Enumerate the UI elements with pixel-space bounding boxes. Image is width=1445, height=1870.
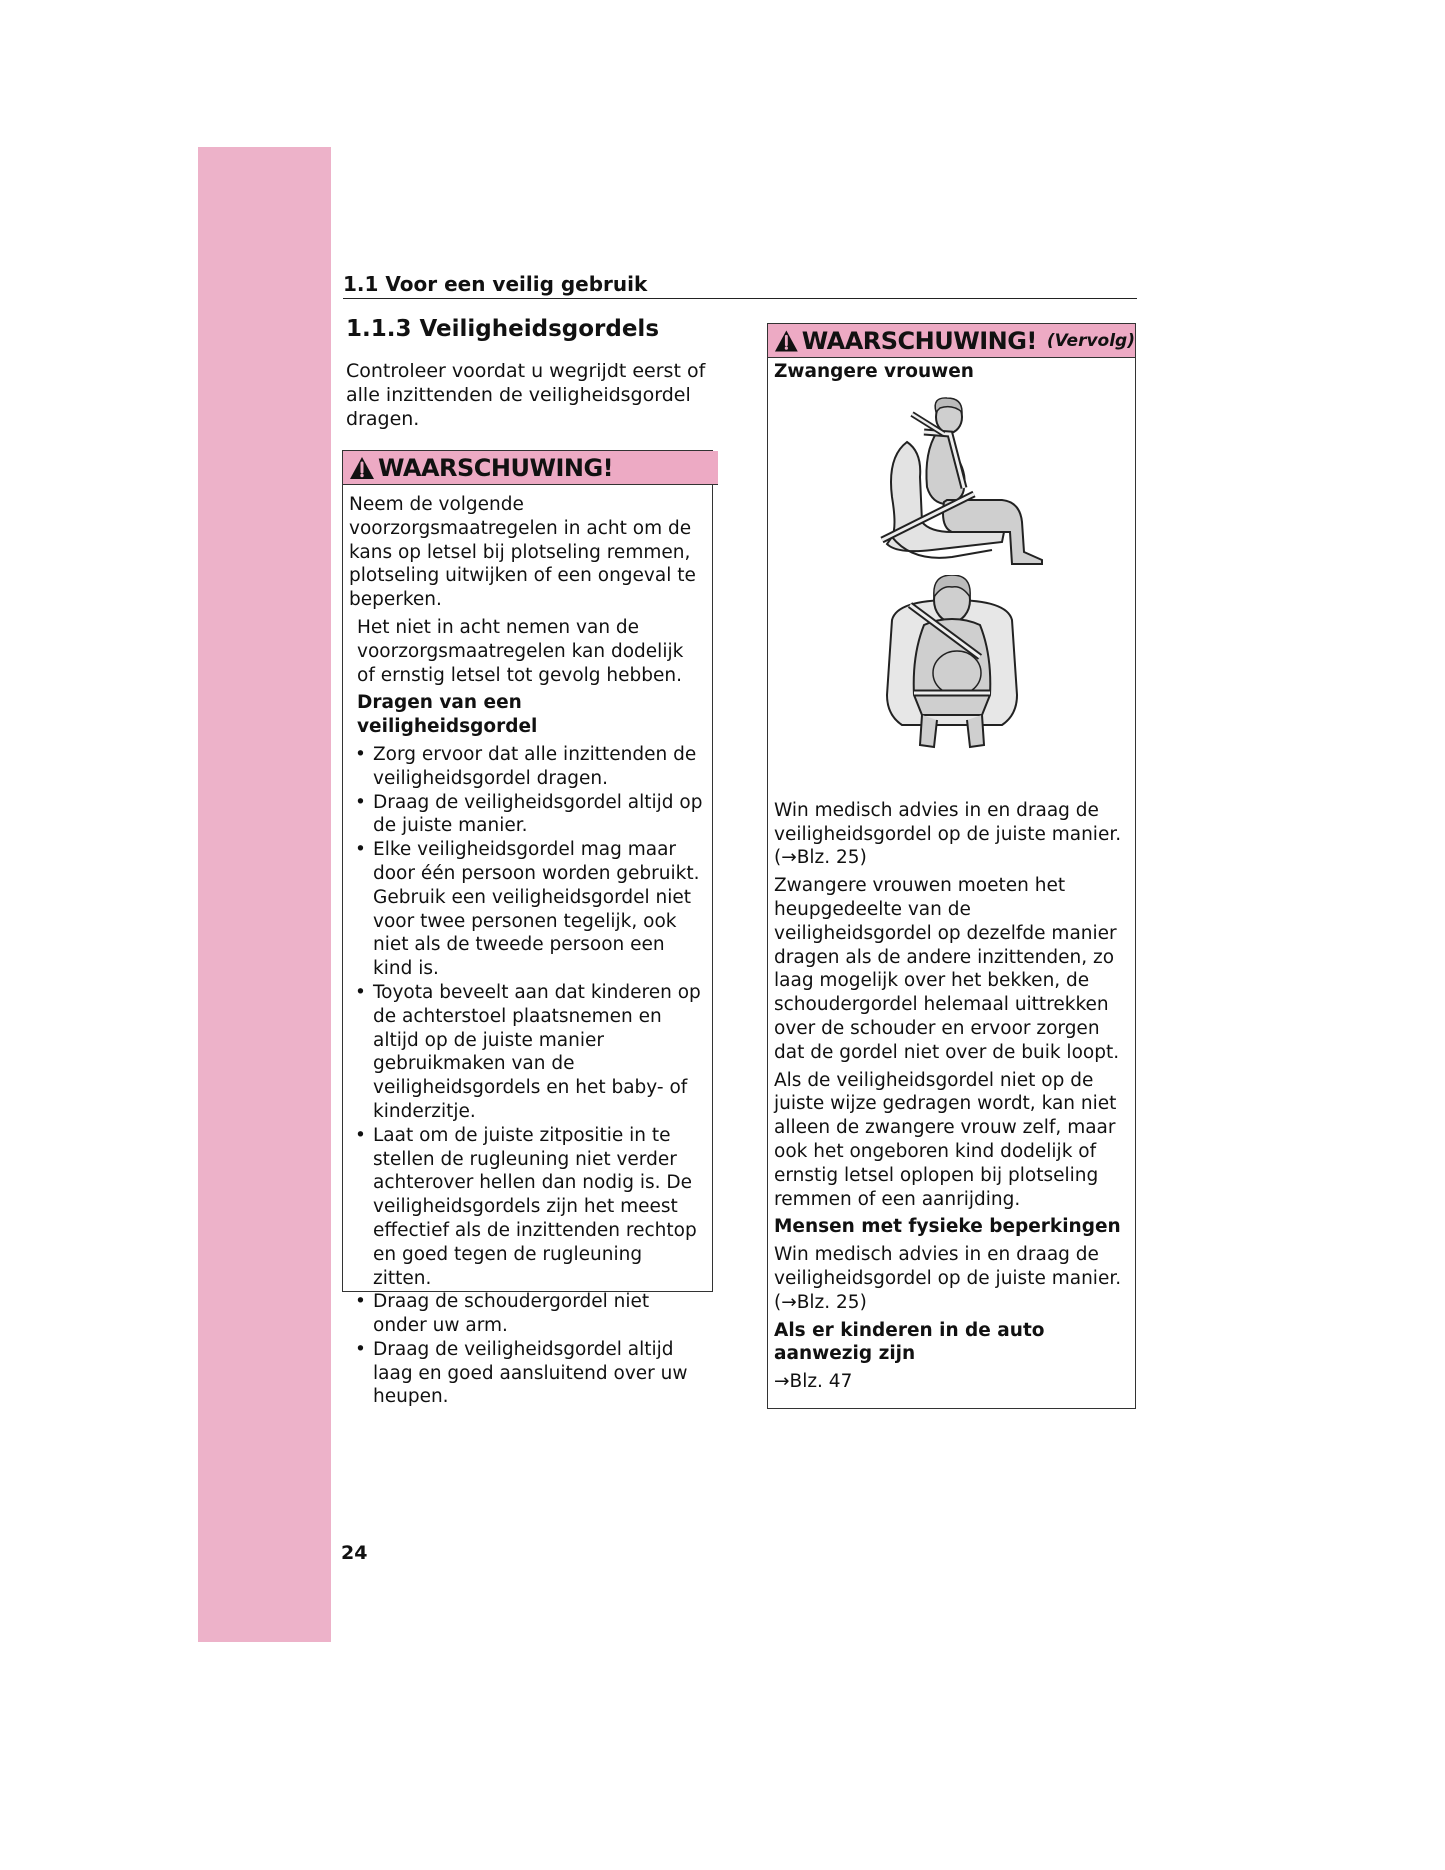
bullet-item: [349, 981, 706, 1124]
bullet-text: Draag de schoudergordel niet onder uw arm.: [373, 1291, 650, 1337]
warning-triangle-icon: [774, 329, 799, 353]
warning-bullet-list: [349, 743, 706, 1409]
warning-paragraph: Win medisch advies in en draag de veiligheidsgordel op de juiste manier. (→Blz. 25): [774, 1244, 1122, 1313]
warning-continued-label: (Vervolg): [1046, 330, 1135, 351]
bullet-text: Draag de veiligheidsgordel altijd laag en goed aansluitend over uw heupen.: [373, 1338, 688, 1408]
warning-box-right: [767, 323, 1136, 1409]
bullet-text: Elke veiligheidsgordel mag maar door één persoon worden gebruikt. Gebruik een veiligheidsgordel niet voor twee personen tegelijk, ook niet als de tweede persoon een kind is.: [373, 839, 700, 980]
bullet-item: [349, 1338, 706, 1409]
pregnant-woman-front-view-illustration: [852, 575, 1052, 755]
bullet-text: Draag de veiligheidsgordel altijd op de juiste manier.: [373, 791, 703, 837]
bullet-text: Laat om de juiste zitpositie in te stellen de rugleuning niet verder achterover hellen dan nodig is. De veiligheidsgordels zijn het meest effectief als de inzittenden rechtop en goed tegen de rugleuning zitten.: [373, 1124, 697, 1289]
side-tab: [198, 147, 331, 1642]
warning-paragraph: Als de veiligheidsgordel niet op de juiste wijze gedragen wordt, kan niet alleen de zwangere vrouw zelf, maar ook het ongeboren kind dodelijk of ernstig letsel oplopen bij plotseling remmen of een aanrijding.: [774, 1069, 1117, 1210]
bullet-item: [349, 838, 706, 981]
warning-triangle-icon: [349, 456, 375, 480]
warning-body-left: [343, 485, 712, 1417]
warning-subheading: Als er kinderen in de auto aanwezig zijn: [774, 1319, 1045, 1365]
bullet-text: Toyota beveelt aan dat kinderen op de achterstoel plaatsnemen en altijd op de juiste manier gebruikmaken van de veiligheidsgordels en het baby- of kinderzitje.: [373, 981, 701, 1122]
intro-text: Controleer voordat u wegrijdt eerst of alle inzittenden de veiligheidsgordel dragen.: [346, 360, 706, 430]
warning-title-right: WAARSCHUWING!: [801, 326, 1037, 355]
bullet-item: [349, 791, 706, 839]
warning-paragraph: Zwangere vrouwen moeten het heupgedeelte van de veiligheidsgordel op dezelfde manier dragen als de andere inzittenden, zo laag mogelijk over het bekken, de schoudergordel helemaal uittrekken over de schouder en ervoor zorgen dat de gordel niet over de buik loopt.: [774, 875, 1120, 1063]
warning-paragraph: Win medisch advies in en draag de veiligheidsgordel op de juiste manier. (→Blz. 25): [774, 799, 1122, 869]
warning-subheading: Zwangere vrouwen: [774, 361, 974, 382]
bullet-item: [349, 1290, 706, 1338]
warning-header-left: [343, 451, 718, 485]
warning-paragraph: →Blz. 47: [774, 1371, 853, 1393]
warning-paragraph: Het niet in acht nemen van de voorzorgsmaatregelen kan dodelijk of ernstig letsel tot gevolg hebben.: [357, 616, 684, 686]
bullet-item: [349, 1124, 706, 1291]
subsection-title: 1.1.3 Veiligheidsgordels: [346, 316, 660, 342]
bullet-text: Zorg ervoor dat alle inzittenden de veiligheidsgordel dragen.: [373, 743, 697, 789]
warning-body-right: [768, 358, 1135, 1406]
warning-subheading: Mensen met fysieke beperkingen: [774, 1216, 1121, 1238]
warning-paragraph: Neem de volgende voorzorgsmaatregelen in acht om de kans op letsel bij plotseling remmen, plotseling uitwijken of een ongeval te beperken.: [349, 494, 696, 611]
warning-title-left: WAARSCHUWING!: [378, 453, 614, 482]
page-number: 24: [341, 1542, 368, 1564]
section-header: [343, 270, 1137, 299]
section-header-text: 1.1 Voor een veilig gebruik: [343, 272, 648, 296]
bullet-item: [349, 743, 706, 791]
warning-subheading: Dragen van een veiligheidsgordel: [357, 692, 538, 738]
warning-box-left: [342, 450, 713, 1408]
pregnant-woman-side-view-illustration: [852, 392, 1052, 567]
warning-header-right: [768, 324, 1135, 358]
